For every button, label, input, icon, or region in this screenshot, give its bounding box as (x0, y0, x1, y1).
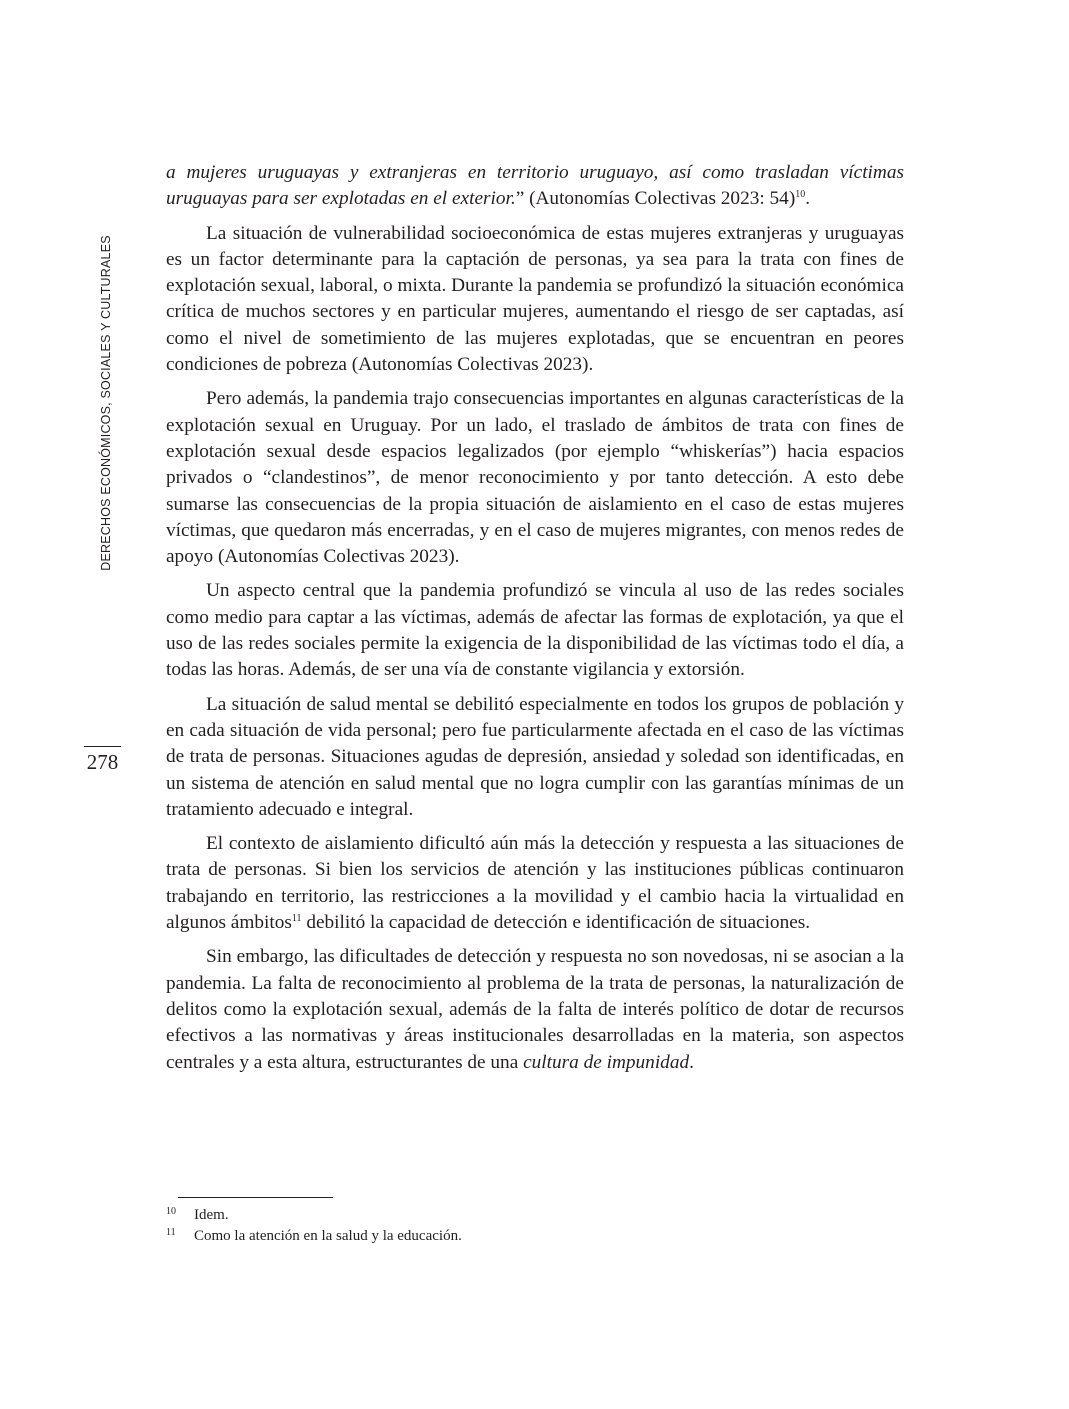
running-head: DERECHOS ECONÓMICOS, SOCIALES Y CULTURALES (99, 235, 113, 571)
quote-italic: a mujeres uruguayas y extranjeras en territorio uruguayo, así como trasladan víctimas uruguayas para ser explotadas en el exterior. (166, 162, 904, 210)
paragraph-social-networks: Un aspecto central que la pandemia profundizó se vincula al uso de las redes sociales como medio para captar a las víctimas, además de afectar las formas de explotación, ya que el uso de las redes sociales permite la exigencia de la disponibilidad de las víctimas todo el día, a todas las horas. Además, de ser una vía de constante vigilancia y extorsión. (166, 580, 904, 681)
quote-citation: ” (Autonomías Colectivas 2023: 54) (515, 188, 796, 210)
paragraph-mental-health: La situación de salud mental se debilitó especialmente en todos los grupos de población y en cada situación de vida personal; pero fue particularmente afectada en el caso de las víctimas de trata de personas. Situaciones agudas de depresión, ansiedad y soledad son identificadas, en un sistema de atención en salud mental que no logra cumplir con las garantías mínimas de un tratamiento adecuado e integral. (166, 693, 904, 820)
impunity-italic: cultura de impunidad (523, 1051, 690, 1073)
paragraph-isolation (166, 831, 904, 936)
footnote-11 (166, 1226, 904, 1247)
page-number: 278 (86, 750, 119, 774)
paragraph-impunity (166, 944, 904, 1075)
footnote-text: Como la atención en la salud y la educación. (194, 1228, 462, 1244)
footnote-rule (178, 1197, 333, 1198)
body-text (166, 160, 904, 1084)
footnotes (166, 1197, 904, 1247)
paragraph-quote-continuation (166, 160, 904, 213)
footnote-number: 11 (166, 1227, 176, 1238)
impunity-text: Sin embargo, las dificultades de detección y respuesta no son novedosas, ni se asocian a la pandemia. La falta de reconocimiento al problema de la trata de personas, la naturalización de delitos como la explotación sexual, además de la falta de interés político de dotar de recursos efectivos a las normativas y áreas institucionales desarrolladas en la materia, son aspectos centrales y a esta altura, estructurantes de una (166, 946, 904, 1073)
paragraph-pandemic-consequences: Pero además, la pandemia trajo consecuencias importantes en algunas características de la explotación sexual en Uruguay. Por un lado, el traslado de ámbitos de trata con fines de explotación sexual desde espacios legalizados (por ejemplo “whiskerías”) hacia espacios privados o “clandestinos”, de menor reconocimiento y por tanto detección. A esto debe sumarse las consecuencias de la propia situación de aislamiento en el caso de estas mujeres víctimas, que quedaron más encerradas, y en el caso de mujeres migrantes, con menos redes de apoyo (Autonomías Colectivas 2023). (166, 388, 904, 568)
footnote-number: 10 (166, 1206, 176, 1217)
quote-end: . (805, 188, 811, 210)
isolation-text: El contexto de aislamiento dificultó aún más la detección y respuesta a las situaciones de trata de personas. Si bien los servicios de atención y las instituciones públicas continuaron trabajando en territorio, las restricciones a la movilidad y el cambio hacia la virtualidad en algunos ámbitos (166, 833, 904, 934)
paragraph-vulnerability: La situación de vulnerabilidad socioeconómica de estas mujeres extranjeras y uruguayas es un factor determinante para la captación de personas, ya sea para la trata con fines de explotación sexual, laboral, o mixta. Durante la pandemia se profundizó la situación económica crítica de muchos sectores y en particular mujeres, aumentando el riesgo de ser captadas, así como el nivel de sometimiento de las mujeres explotadas, que se encuentran en peores condiciones de pobreza (Autonomías Colectivas 2023). (166, 222, 904, 376)
footnote-text: Idem. (194, 1207, 229, 1223)
footnote-ref-11[interactable]: 11 (291, 913, 302, 925)
impunity-end: . (689, 1051, 694, 1073)
page-number-rule (84, 746, 121, 747)
footnote-10 (166, 1205, 904, 1226)
isolation-tail: debilitó la capacidad de detección e identificación de situaciones. (301, 912, 811, 934)
footnote-ref-10[interactable]: 10 (795, 189, 806, 201)
